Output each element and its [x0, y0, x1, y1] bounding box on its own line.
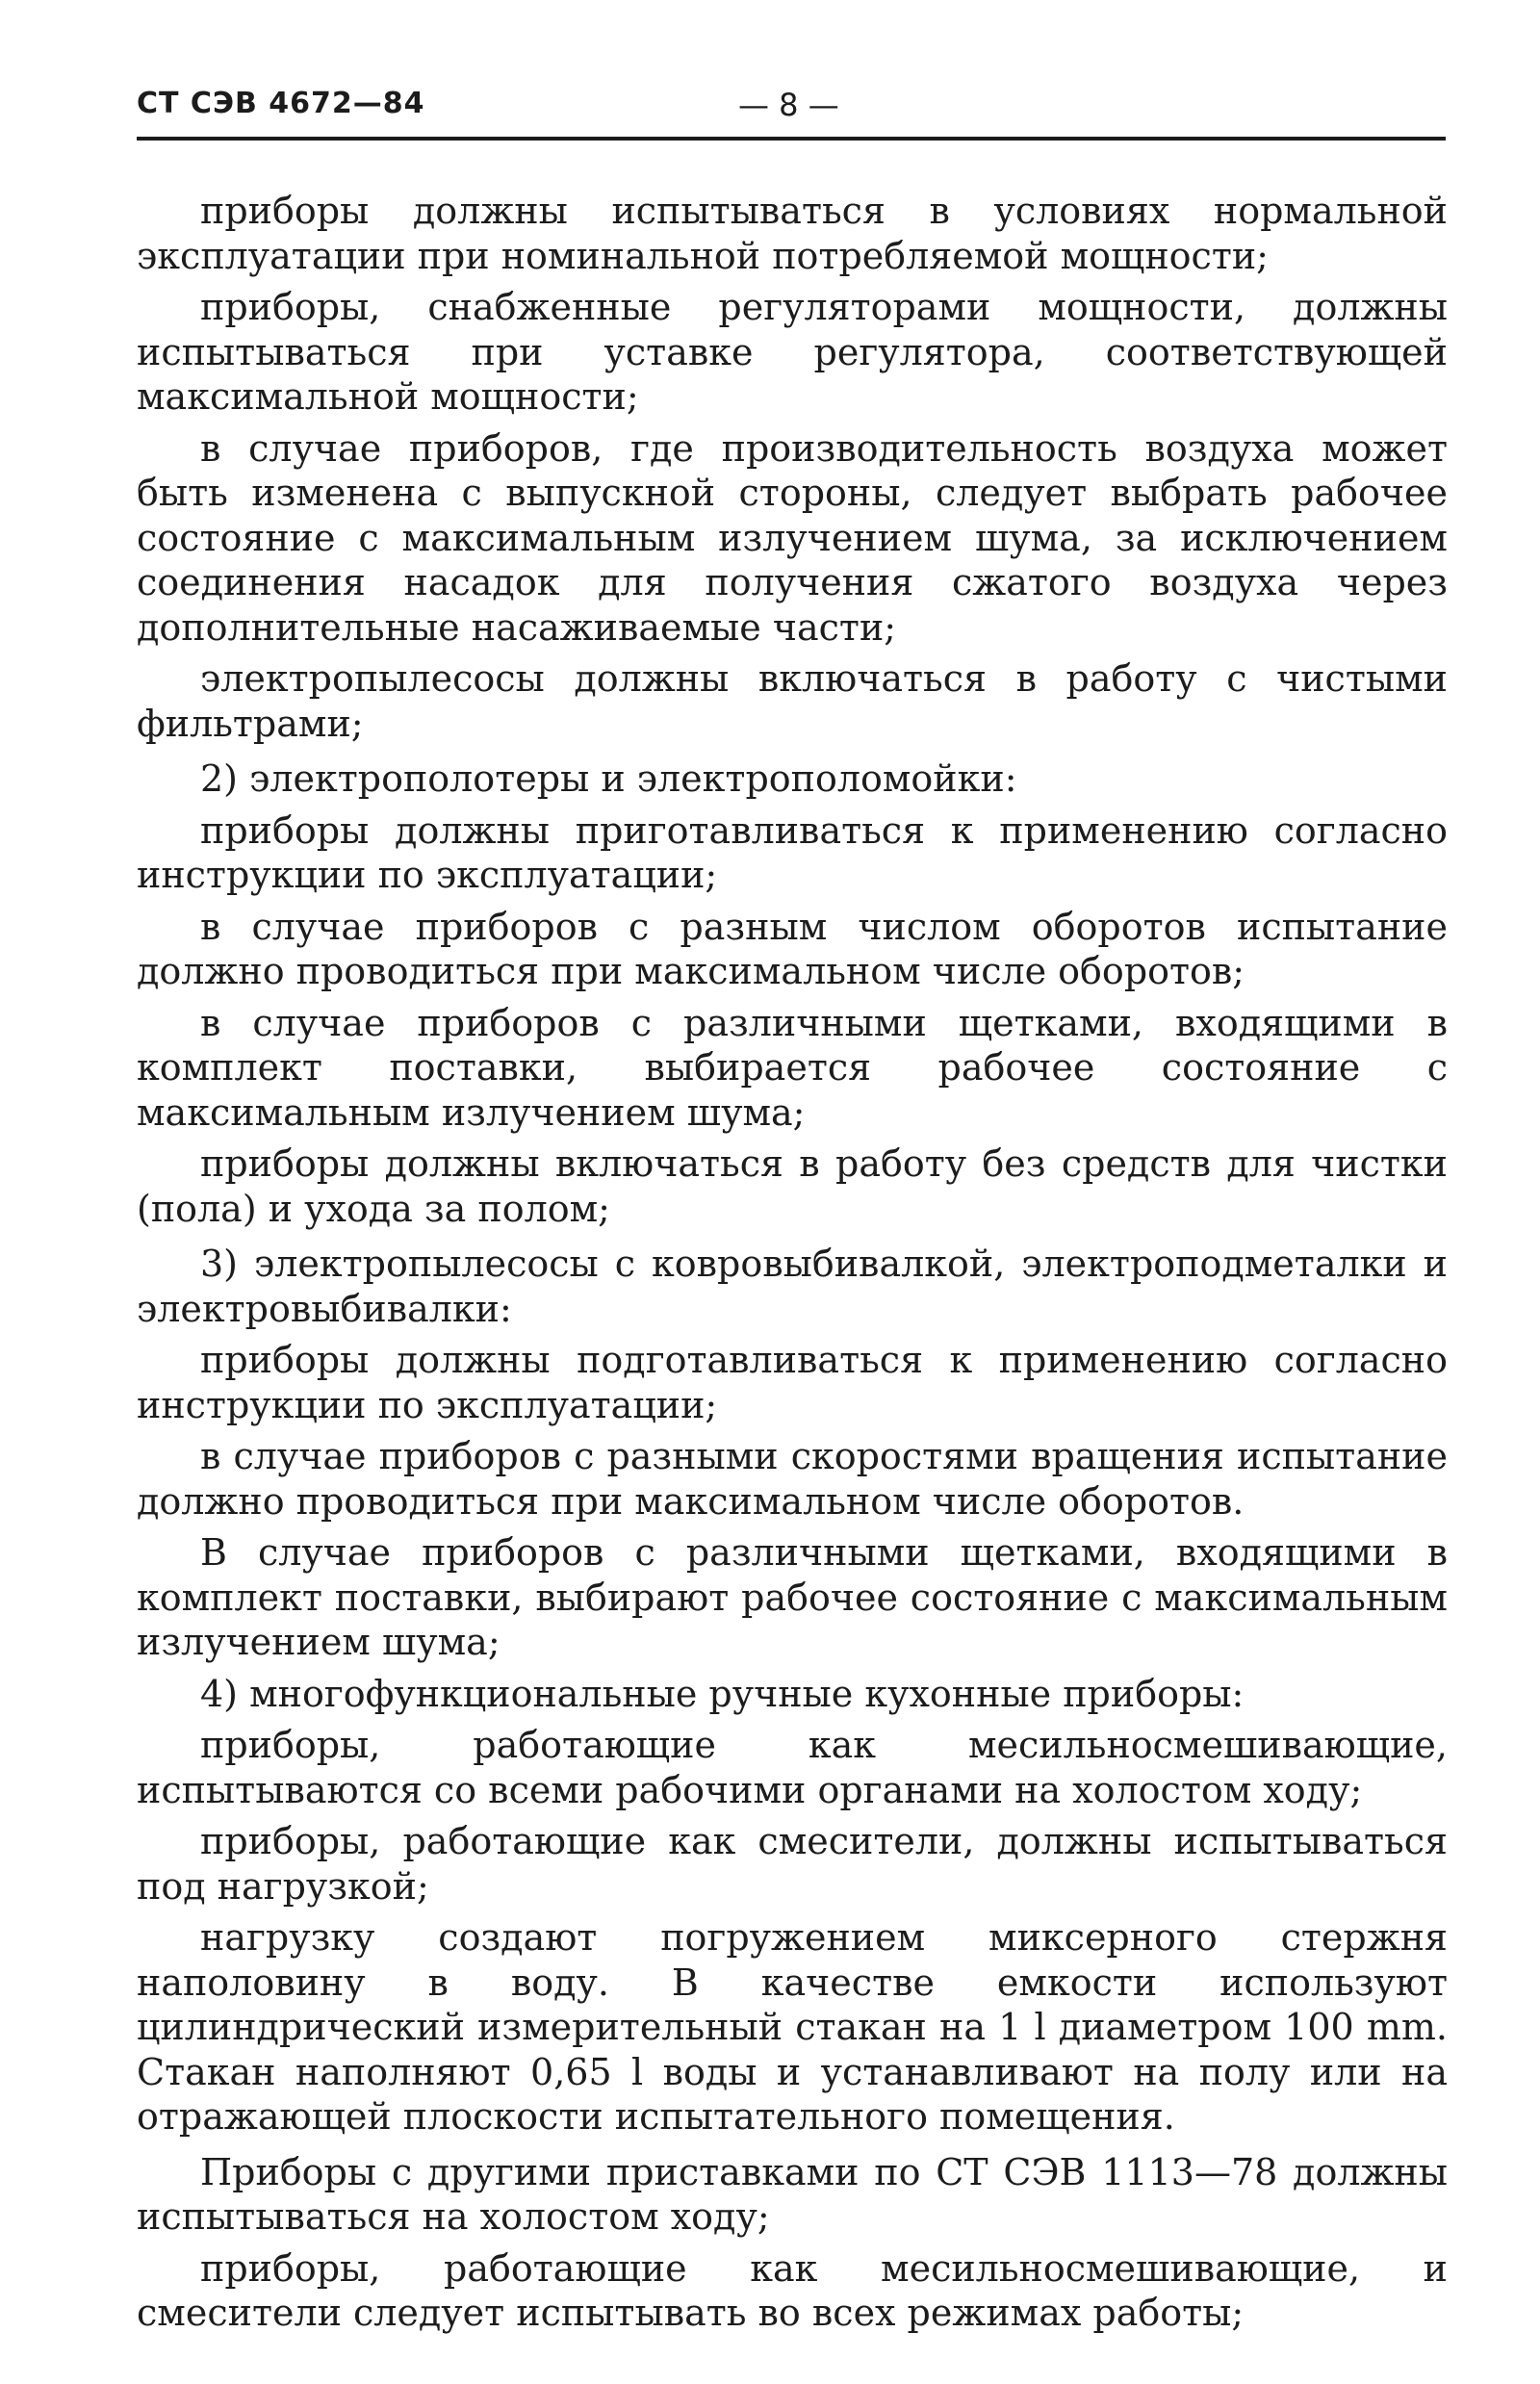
paragraph-17: нагрузку создают погружением миксерного стержня наполовину в воду. В качестве емкости используют цилиндрический измерительный стакан на 1 l диаметром 100 mm. Стакан наполняют 0,65 l воды и устанавливают на полу или на отражающей плоскости испытательного помещения.: [137, 1916, 1448, 2138]
paragraph-1: приборы должны испытываться в условиях нормальной эксплуатации при номинальной потребляемой мощности;: [137, 190, 1448, 277]
document-body: [137, 189, 1448, 2343]
page-header: [137, 87, 1446, 135]
page-number: — 8 —: [738, 87, 839, 123]
paragraph-6: приборы должны приготавливаться к применению согласно инструкции по эксплуатации;: [137, 808, 1448, 896]
document-code: СТ СЭВ 4672—84: [137, 87, 425, 120]
section-2-heading: 2) электрополотеры и электрополомойки:: [200, 757, 1017, 800]
paragraph-3: в случае приборов, где производительность воздуха может быть изменена с выпускной стороны, следует выбрать рабочее состояние с максимальным излучением шума, за исключением соединения насадок для получения сжатого воздуха через дополнительные насаживаемые части;: [137, 426, 1448, 649]
section-3-heading: 3) электропылесосы с ковровыбивалкой, электроподметалки и электровыбивалки:: [137, 1243, 1448, 1330]
paragraph-9: приборы должны включаться в работу без средств для чистки (пола) и ухода за полом;: [137, 1142, 1448, 1230]
paragraph-11: приборы должны подготавливаться к применению согласно инструкции по эксплуатации;: [137, 1339, 1448, 1426]
paragraph-19: приборы, работающие как месильносмешивающие, и смесители следует испытывать во всех режимах работы;: [137, 2246, 1448, 2334]
paragraph-16: приборы, работающие как смесители, должны испытываться под нагрузкой;: [137, 1820, 1448, 1908]
paragraph-12: в случае приборов с разными скоростями вращения испытание должно проводиться при максимальном числе оборотов.: [137, 1435, 1448, 1523]
paragraph-18: Приборы с другими приставками по СТ СЭВ 1113—78 должны испытываться на холостом ходу;: [137, 2150, 1448, 2238]
paragraph-4: электропылесосы должны включаться в работу с чистыми фильтрами;: [137, 657, 1448, 745]
header-divider: [137, 137, 1446, 141]
paragraph-13: В случае приборов с различными щетками, входящими в комплект поставки, выбирают рабочее состояние с максимальным излучением шума;: [137, 1531, 1448, 1663]
paragraph-7: в случае приборов с разным числом оборотов испытание должно проводиться при максимальном числе оборотов;: [137, 905, 1448, 992]
section-4-heading: 4) многофункциональные ручные кухонные приборы:: [200, 1672, 1245, 1715]
paragraph-2: приборы, снабженные регуляторами мощности, должны испытываться при уставке регулятора, соответствующей максимальной мощности;: [137, 286, 1448, 418]
paragraph-8: в случае приборов с различными щетками, входящими в комплект поставки, выбирается рабочее состояние с максимальным излучением шума;: [137, 1001, 1448, 1134]
paragraph-15: приборы, работающие как месильносмешивающие, испытываются со всеми рабочими органами на холостом ходу;: [137, 1724, 1448, 1811]
